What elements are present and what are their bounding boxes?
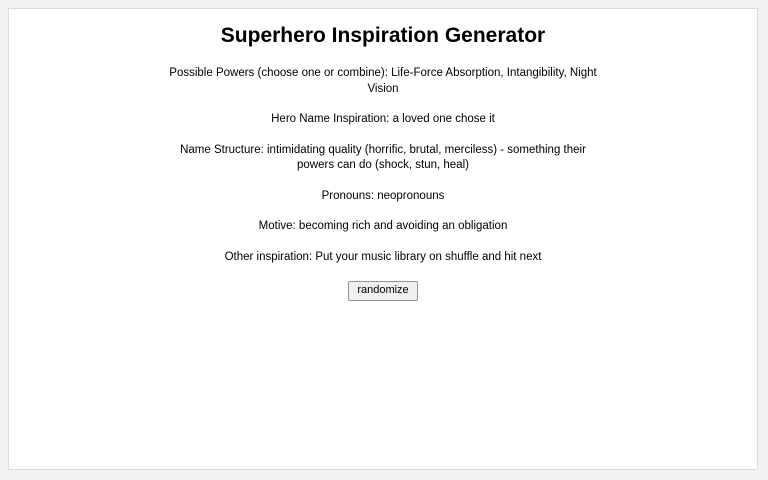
- page-title: Superhero Inspiration Generator: [220, 24, 546, 47]
- motive-line: Motive: becoming rich and avoiding an obligation: [258, 220, 508, 233]
- other-inspiration-line: Other inspiration: Put your music library on shuffle and hit next: [224, 250, 542, 263]
- powers-line: Possible Powers (choose one or combine): Life-Force Absorption, Intangibility, Night Vision: [169, 67, 597, 95]
- button-row: [9, 280, 757, 300]
- generator-content: [9, 9, 757, 301]
- name-structure-line: Name Structure: intimidating quality (horrific, brutal, merciless) - something their powers can do (shock, stun, heal): [180, 143, 586, 172]
- randomize-button[interactable]: randomize: [348, 281, 417, 300]
- page-container: [8, 8, 758, 470]
- hero-name-inspiration-line: Hero Name Inspiration: a loved one chose it: [271, 113, 495, 126]
- pronouns-line: Pronouns: neopronouns: [321, 189, 445, 202]
